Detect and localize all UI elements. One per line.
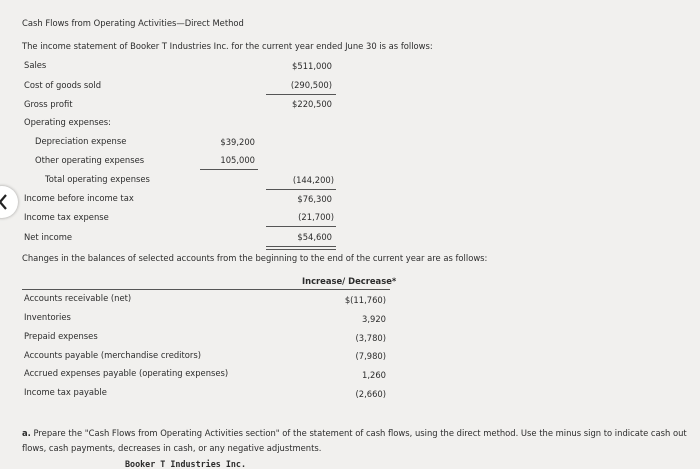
instruction-text xyxy=(22,426,694,456)
change-label: Accrued expenses payable (operating expenses) xyxy=(24,368,229,378)
change-amount: $(11,760) xyxy=(344,295,386,305)
change-label: Accounts receivable (net) xyxy=(24,293,132,303)
income-tax-label: Income tax expense xyxy=(24,212,109,222)
gross-profit-amount: $220,500 xyxy=(292,99,332,109)
opex-underline xyxy=(200,169,258,170)
chevron-left-icon xyxy=(0,194,8,210)
sales-label: Sales xyxy=(24,60,47,70)
previous-arrow-button[interactable] xyxy=(0,186,18,218)
net-income-double-underline-bottom xyxy=(266,249,336,250)
cogs-label: Cost of goods sold xyxy=(24,80,102,90)
income-tax-amount: (21,700) xyxy=(298,212,334,222)
change-label: Inventories xyxy=(24,312,71,322)
change-label: Income tax payable xyxy=(24,387,107,397)
company-name: Booker T Industries Inc. xyxy=(125,459,247,469)
intro-text: The income statement of Booker T Industries Inc. for the current year ended June 30 is as follows: xyxy=(22,41,433,51)
change-amount: (2,660) xyxy=(355,389,386,399)
gross-profit-label: Gross profit xyxy=(24,99,73,109)
changes-header-rule xyxy=(22,289,390,290)
cogs-underline xyxy=(266,94,336,95)
sales-amount: $511,000 xyxy=(292,61,332,71)
change-amount: (7,980) xyxy=(355,351,386,361)
instruction-body: Prepare the "Cash Flows from Operating Activities section" of the statement of cash flows, using the direct method. Use the minus sign to indicate cash out flows, cash payments, decreases in cash, or any negative adjustments. xyxy=(22,428,687,453)
operating-expenses-heading: Operating expenses: xyxy=(24,117,111,127)
income-before-tax-label: Income before income tax xyxy=(24,193,134,203)
net-income-label: Net income xyxy=(24,232,73,242)
changes-intro-text: Changes in the balances of selected accounts from the beginning to the end of the current year are as follows: xyxy=(22,253,488,263)
total-opex-label: Total operating expenses xyxy=(45,174,150,184)
change-amount: 1,260 xyxy=(362,370,386,380)
instruction-prefix: a. xyxy=(22,428,31,438)
change-amount: (3,780) xyxy=(355,333,386,343)
other-opex-label: Other operating expenses xyxy=(35,155,145,165)
change-amount: 3,920 xyxy=(362,314,386,324)
page-title: Cash Flows from Operating Activities—Direct Method xyxy=(22,18,244,28)
other-opex-amount: 105,000 xyxy=(220,155,255,165)
change-label: Prepaid expenses xyxy=(24,331,98,341)
cogs-amount: (290,500) xyxy=(290,80,332,90)
depreciation-amount: $39,200 xyxy=(220,137,255,147)
tax-underline xyxy=(266,226,336,227)
depreciation-label: Depreciation expense xyxy=(35,136,127,146)
total-opex-amount: (144,200) xyxy=(292,175,334,185)
net-income-amount: $54,600 xyxy=(297,232,332,242)
total-opex-underline xyxy=(266,189,336,190)
changes-column-header: Increase/ Decrease* xyxy=(302,276,397,286)
income-before-tax-amount: $76,300 xyxy=(297,194,332,204)
change-label: Accounts payable (merchandise creditors) xyxy=(24,350,201,360)
net-income-double-underline-top xyxy=(266,246,336,247)
